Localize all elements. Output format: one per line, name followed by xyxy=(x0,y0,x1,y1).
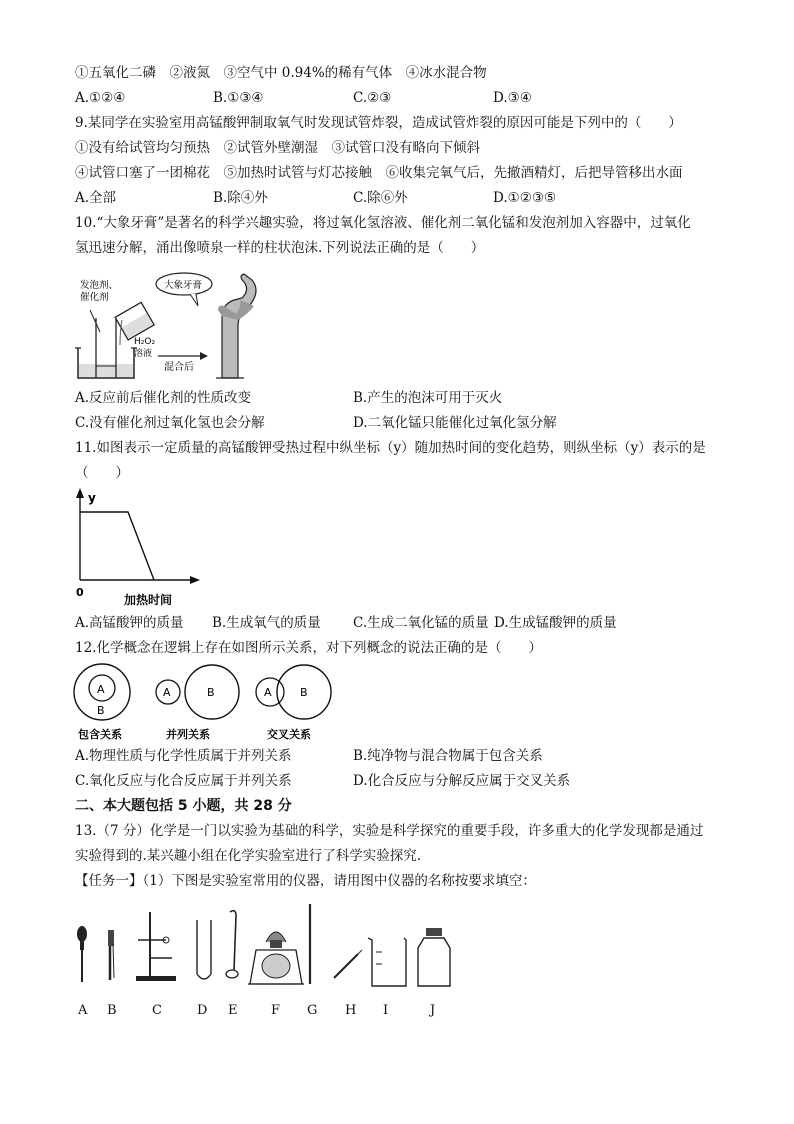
apparatus-label-a: A xyxy=(78,1003,88,1018)
q13-stem-line2: 实验得到的.某兴趣小组在化学实验室进行了科学实验探究. xyxy=(75,848,422,864)
q10-option-d: D.二氧化锰只能催化过氧化氢分解 xyxy=(353,415,557,431)
q10-stem-line2: 氢迅速分解，涌出像喷泉一样的柱状泡沫.下列说法正确的是（ ） xyxy=(75,240,485,256)
caption-parallel: 并列关系 xyxy=(166,728,210,741)
label-h2o2-2: 溶液 xyxy=(134,349,153,359)
q10-option-c: C.没有催化剂过氧化氢也会分解 xyxy=(75,415,265,431)
q11-option-a: A.高锰酸钾的质量 xyxy=(75,615,184,631)
graph-xlabel: 加热时间 xyxy=(124,593,173,607)
apparatus-label-e: E xyxy=(228,1003,238,1018)
q8-items: ①五氧化二磷 ②液氮 ③空气中 0.94%的稀有气体 ④冰水混合物 xyxy=(75,65,487,81)
iron-stand-icon xyxy=(136,912,176,981)
alcohol-lamp-icon xyxy=(248,932,304,984)
label-additives-2: 催化剂 xyxy=(80,292,109,303)
apparatus-label-j: J xyxy=(430,1003,436,1018)
q8-option-b: B.①③④ xyxy=(213,90,264,106)
caption-intersection: 交叉关系 xyxy=(267,728,311,741)
q9-items-line2: ④试管口塞了一团棉花 ⑤加热时试管与灯芯接触 ⑥收集完氧气后，先撤酒精灯，后把导管移出水面 xyxy=(75,165,683,181)
q12-relation-diagrams xyxy=(72,662,342,742)
apparatus-label-g: G xyxy=(307,1003,318,1018)
apparatus-label-h: H xyxy=(345,1003,357,1018)
q12-option-a: A.物理性质与化学性质属于并列关系 xyxy=(75,748,292,764)
q13-stem-line1: 13.（7 分）化学是一门以实验为基础的科学，实验是科学探究的重要手段，许多重大的化学发现都是通过 xyxy=(75,823,704,839)
q9-option-a: A.全部 xyxy=(75,190,117,206)
q11-option-c: C.生成二氧化锰的质量 xyxy=(353,615,489,631)
intersection-a: A xyxy=(264,686,272,699)
graph-origin: 0 xyxy=(76,586,84,599)
q9-option-d: D.①②③⑤ xyxy=(493,190,557,206)
apparatus-label-d: D xyxy=(197,1003,208,1018)
label-after-mix: 混合后 xyxy=(164,362,194,373)
test-tube-icon xyxy=(197,920,211,979)
test-tube-holder-icon xyxy=(108,930,114,980)
q12-option-c: C.氧化反应与化合反应属于并列关系 xyxy=(75,773,292,789)
parallel-b: B xyxy=(207,686,215,699)
label-additives-1: 发泡剂、 xyxy=(80,280,119,291)
q10-stem-line1: 10.“大象牙膏”是著名的科学兴趣实验，将过氧化氢溶液、催化剂二氧化锰和发泡剂加入容器中，过氧化 xyxy=(75,215,691,231)
q12-stem: 12.化学概念在逻辑上存在如图所示关系，对下列概念的说法正确的是（ ） xyxy=(75,640,542,656)
pipette-icon xyxy=(334,950,362,978)
parallel-a: A xyxy=(163,686,171,699)
apparatus-label-b: B xyxy=(107,1003,117,1018)
q12-option-d: D.化合反应与分解反应属于交叉关系 xyxy=(353,773,571,789)
elephant-toothpaste-figure xyxy=(72,270,282,382)
q9-stem: 9.某同学在实验室用高锰酸钾制取氧气时发现试管炸裂，造成试管炸裂的原因可能是下列中的（ ） xyxy=(75,115,682,131)
q9-items-line1: ①没有给试管均匀预热 ②试管外壁潮湿 ③试管口没有略向下倾斜 xyxy=(75,140,480,156)
q11-option-b: B.生成氧气的质量 xyxy=(212,615,321,631)
q9-option-c: C.除⑥外 xyxy=(353,190,408,206)
label-h2o2-1: H₂O₂ xyxy=(134,337,156,347)
q8-option-c: C.②③ xyxy=(353,90,392,106)
dropper-icon xyxy=(77,926,87,982)
q10-option-a: A.反应前后催化剂的性质改变 xyxy=(75,390,252,406)
q10-option-b: B.产生的泡沫可用于灭火 xyxy=(353,390,503,406)
q8-option-d: D.③④ xyxy=(493,90,532,106)
q8-option-a: A.①②④ xyxy=(75,90,126,106)
apparatus-label-c: C xyxy=(152,1003,162,1018)
apparatus-label-f: F xyxy=(271,1003,281,1018)
q9-option-b: B.除④外 xyxy=(213,190,268,206)
reagent-bottle-icon xyxy=(418,928,450,986)
section-heading: 二、本大题包括 5 小题，共 28 分 xyxy=(75,798,292,814)
apparatus-label-i: I xyxy=(383,1003,389,1018)
q11-option-d: D.生成锰酸钾的质量 xyxy=(494,615,617,631)
inclusion-a: A xyxy=(97,683,105,696)
q13-task: 【任务一】（1）下图是实验室常用的仪器，请用图中仪器的名称按要求填空： xyxy=(75,873,536,889)
graph-ylabel: y xyxy=(88,491,96,505)
q11-stem-line2: （ ） xyxy=(75,465,129,481)
bubble-label: 大象牙膏 xyxy=(164,280,203,291)
intersection-b: B xyxy=(300,686,308,699)
beaker-icon xyxy=(368,938,406,986)
q11-stem-line1: 11.如图表示一定质量的高锰酸钾受热过程中纵坐标（y）随加热时间的变化趋势，则纵坐标（y）表示的是 xyxy=(75,440,706,456)
q11-graph xyxy=(72,488,202,608)
spatula-icon xyxy=(226,911,238,978)
inclusion-b: B xyxy=(97,704,105,717)
caption-inclusion: 包含关系 xyxy=(78,728,122,741)
q12-option-b: B.纯净物与混合物属于包含关系 xyxy=(353,748,543,764)
lab-apparatus-figure xyxy=(70,900,460,1000)
